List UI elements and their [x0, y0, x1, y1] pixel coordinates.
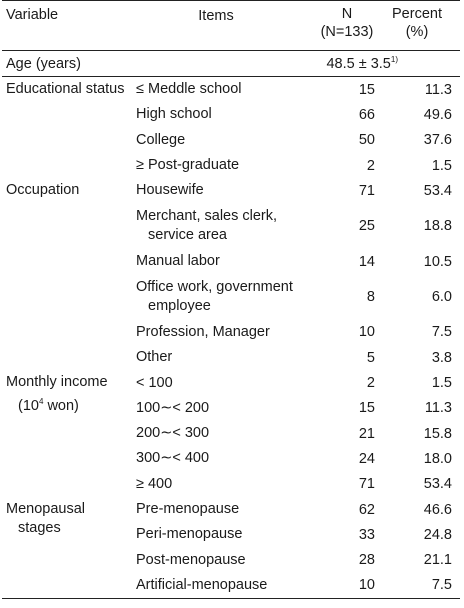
table-row	[136, 153, 460, 178]
table-row	[136, 128, 460, 153]
row-percent: 11.3	[424, 400, 452, 417]
row-percent: 11.3	[424, 81, 452, 98]
header-percent	[378, 1, 456, 50]
row-item	[136, 399, 316, 418]
row-item-line: Pre-menopause	[136, 501, 240, 517]
age-value	[136, 55, 456, 72]
row-n: 28	[358, 552, 375, 569]
row-item	[136, 551, 316, 570]
row-item-line: employee	[148, 298, 211, 315]
row-percent: 6.0	[431, 289, 452, 306]
row-item-line: Artificial-menopause	[136, 576, 268, 593]
row-percent: 10.5	[423, 253, 452, 270]
row-n: 33	[358, 526, 375, 543]
row-n: 15	[358, 81, 375, 98]
row-n: 24	[358, 450, 375, 467]
row-n: 14	[358, 253, 375, 270]
row-n: 62	[358, 501, 375, 518]
row-item-line: 200∼< 300	[136, 425, 210, 442]
row-percent: 18.0	[423, 450, 452, 467]
row-n: 5	[366, 349, 375, 366]
row-percent: 37.6	[423, 132, 452, 149]
row-n: 66	[358, 106, 375, 123]
row-item	[136, 576, 316, 595]
table-row	[136, 320, 460, 345]
row-item-line: Manual labor	[136, 253, 220, 270]
age-footnote: 1)	[390, 55, 398, 65]
row-n: 71	[358, 182, 375, 199]
row-item-line: 100∼< 200	[136, 399, 210, 416]
table-row	[136, 396, 460, 421]
table-row	[136, 472, 460, 497]
row-item	[136, 475, 316, 494]
table-row	[136, 497, 460, 522]
group-variable	[2, 77, 136, 178]
age-variable: Age (years)	[6, 55, 81, 72]
group-variable-line: Monthly income	[6, 374, 108, 391]
row-percent: 7.5	[431, 324, 452, 341]
row-item-line: ≥ Post-graduate	[136, 157, 240, 174]
group-variable-line: ($10^4$ won)	[18, 397, 79, 415]
row-n: 71	[358, 476, 375, 493]
row-percent: 15.8	[423, 425, 452, 442]
header-n-line1: N	[341, 6, 353, 22]
row-percent: 53.4	[423, 476, 452, 493]
row-percent: 46.6	[423, 501, 452, 518]
table-row	[136, 249, 460, 274]
row-item	[136, 449, 316, 468]
row-item-line: College	[136, 131, 186, 148]
table-group	[2, 178, 460, 370]
row-item	[136, 424, 316, 443]
row-n: 15	[358, 400, 375, 417]
row-item	[136, 207, 316, 245]
table-group	[2, 77, 460, 178]
header-variable: Variable	[6, 7, 59, 23]
row-item-line: Profession, Manager	[136, 323, 270, 340]
row-n: 50	[358, 132, 375, 149]
table-body	[2, 77, 460, 598]
header-n-line2: (N=133)	[320, 24, 374, 40]
table-row	[136, 77, 460, 102]
row-item	[136, 156, 316, 175]
row-item-line: Office work, government	[136, 279, 293, 296]
row-percent: 18.8	[423, 218, 452, 235]
row-item	[136, 348, 316, 367]
table-row	[136, 274, 460, 320]
row-n: 10	[358, 577, 375, 594]
table-group	[2, 497, 460, 598]
row-n: 8	[366, 289, 375, 306]
row-item-line: Peri-menopause	[136, 526, 243, 543]
row-item-line: 300∼< 400	[136, 450, 210, 467]
row-item	[136, 374, 316, 393]
table-row	[136, 345, 460, 370]
row-item	[136, 278, 316, 316]
table-row	[136, 178, 460, 203]
row-percent: 1.5	[431, 157, 452, 174]
header-percent-line1: Percent	[392, 6, 442, 22]
row-item-line: service area	[148, 227, 227, 244]
row-percent: 24.8	[423, 526, 452, 543]
table-row	[136, 102, 460, 127]
group-variable-line: stages	[18, 519, 61, 536]
table-row	[136, 446, 460, 471]
row-item-line: Other	[136, 349, 173, 366]
row-item	[136, 181, 316, 200]
row-item	[136, 80, 316, 99]
table-row	[136, 547, 460, 572]
table-row	[136, 522, 460, 547]
row-item-line: Merchant, sales clerk,	[136, 208, 278, 225]
table-row	[136, 573, 460, 598]
group-variable	[2, 497, 136, 598]
row-item-line: < 100	[136, 374, 173, 391]
table-header	[2, 1, 460, 51]
group-variable	[2, 370, 136, 496]
group-variable	[2, 178, 136, 370]
row-item	[136, 525, 316, 544]
row-item-line: Housewife	[136, 182, 204, 199]
table-group	[2, 370, 460, 496]
row-percent: 1.5	[431, 375, 452, 392]
header-percent-line2: (%)	[405, 24, 429, 40]
group-variable-line: Menopausal	[6, 500, 85, 517]
row-item-line: Post-menopause	[136, 551, 246, 568]
table-row	[136, 370, 460, 395]
row-percent: 3.8	[431, 349, 452, 366]
header-items: Items	[198, 8, 234, 24]
row-item	[136, 500, 316, 519]
row-percent: 21.1	[423, 552, 452, 569]
row-item	[136, 323, 316, 342]
row-item-line: ≥ 400	[136, 475, 173, 492]
group-variable-line: Educational status	[6, 81, 125, 97]
table-row	[136, 203, 460, 249]
row-n: 25	[358, 218, 375, 235]
row-item-line: ≤ Meddle school	[136, 81, 242, 98]
header-n	[316, 1, 378, 50]
row-item	[136, 252, 316, 271]
row-item-line: High school	[136, 106, 212, 123]
age-row	[2, 51, 460, 77]
row-n: 2	[366, 157, 375, 174]
row-item	[136, 105, 316, 124]
row-percent: 49.6	[423, 106, 452, 123]
age-mean-sd: 48.5 ± 3.5	[326, 55, 391, 72]
row-percent: 53.4	[423, 182, 452, 199]
row-n: 21	[358, 425, 375, 442]
row-item	[136, 131, 316, 150]
table-row	[136, 421, 460, 446]
group-variable-line: Occupation	[6, 182, 80, 199]
row-percent: 7.5	[431, 577, 452, 594]
row-n: 2	[366, 375, 375, 392]
demographics-table	[2, 0, 460, 599]
row-n: 10	[358, 324, 375, 341]
